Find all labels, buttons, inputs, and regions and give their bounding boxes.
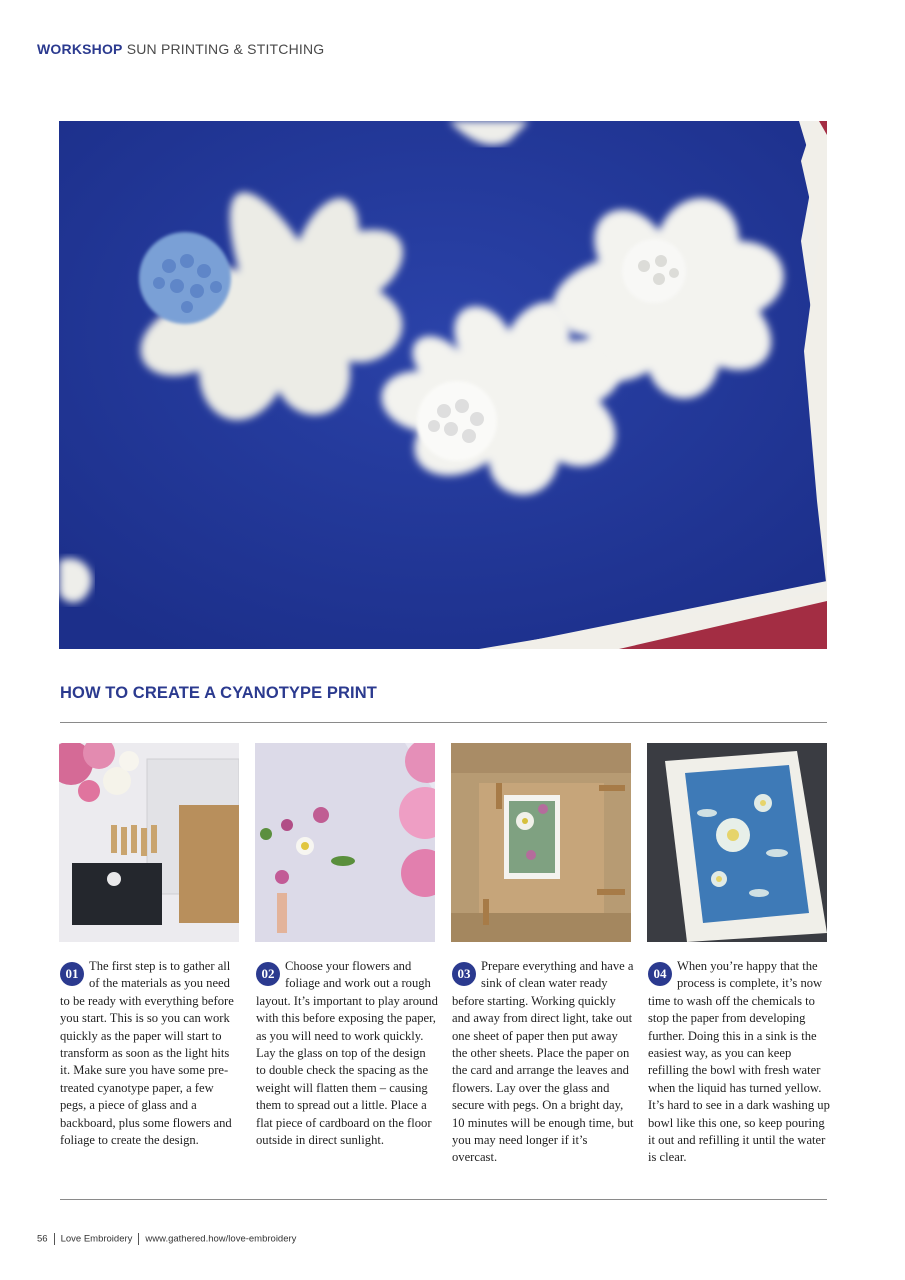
step-02-photo (255, 743, 435, 942)
step-03 (452, 958, 634, 1167)
magazine-name: Love Embroidery (60, 1233, 133, 1245)
step-text: Choose your flowers and foliage and work out a rough layout. It’s important to play around with this before exposing the paper, as you will need to work quickly. Lay the glass on top of the design to double check the spacing as the weight will flatten them – causing them to spread out a little. Place a flat piece of cardboard on the floor outside in direct sunlight. (256, 959, 438, 1148)
exposure-setup-photo (451, 743, 631, 942)
hero-photo (59, 121, 827, 649)
section-topic: SUN PRINTING & STITCHING (126, 41, 325, 57)
step-number-badge: 01 (60, 962, 84, 986)
finished-print-photo (647, 743, 827, 942)
layout-photo (255, 743, 435, 942)
materials-photo (59, 743, 239, 942)
step-04 (648, 958, 830, 1167)
step-01-photo (59, 743, 239, 942)
step-04-photo (647, 743, 827, 942)
footer-separator (54, 1233, 55, 1245)
page-number: 56 (37, 1233, 48, 1245)
page-footer (37, 1233, 296, 1245)
step-03-photo (451, 743, 631, 942)
step-text: Prepare everything and have a sink of clean water ready before starting. Working quickly and away from direct light, take out one sheet of paper then put away the other sheets. Place the paper on the card and arrange the leaves and flowers. Lay over the glass and secure with pegs. On a bright day, 10 minutes will be enough time, but you may need longer if it’s overcast. (452, 959, 634, 1165)
step-02 (256, 958, 438, 1149)
divider-top (60, 722, 827, 723)
step-number-badge: 02 (256, 962, 280, 986)
step-number-badge: 04 (648, 962, 672, 986)
footer-separator (138, 1233, 139, 1245)
step-text: The first step is to gather all of the materials as you need to be ready with everything before you start. This is so you can work quickly as the paper will start to transform as soon as the light hits it. Make sure you have some pre-treated cyanotype paper, a few pegs, a piece of glass and a backboard, plus some flowers and foliage to create the design. (60, 959, 234, 1148)
magazine-url[interactable]: www.gathered.how/love-embroidery (145, 1233, 297, 1245)
section-title: HOW TO CREATE A CYANOTYPE PRINT (60, 684, 377, 702)
cyanotype-embroidered-flowers-photo (59, 121, 827, 649)
step-text: When you’re happy that the process is complete, it’s now time to wash off the chemicals to stop the paper from developing further. Doing this in a sink is the easiest way, as you can keep refilling the bowl with fresh water when the liquid has turned yellow. It’s hard to see in a dark washing up bowl like this one, so keep pouring it out and refilling it until the water is clear. (648, 959, 830, 1165)
step-number-badge: 03 (452, 962, 476, 986)
page-header (37, 41, 324, 57)
divider-bottom (60, 1199, 827, 1200)
step-01 (60, 958, 242, 1149)
section-tag: WORKSHOP (37, 41, 123, 57)
